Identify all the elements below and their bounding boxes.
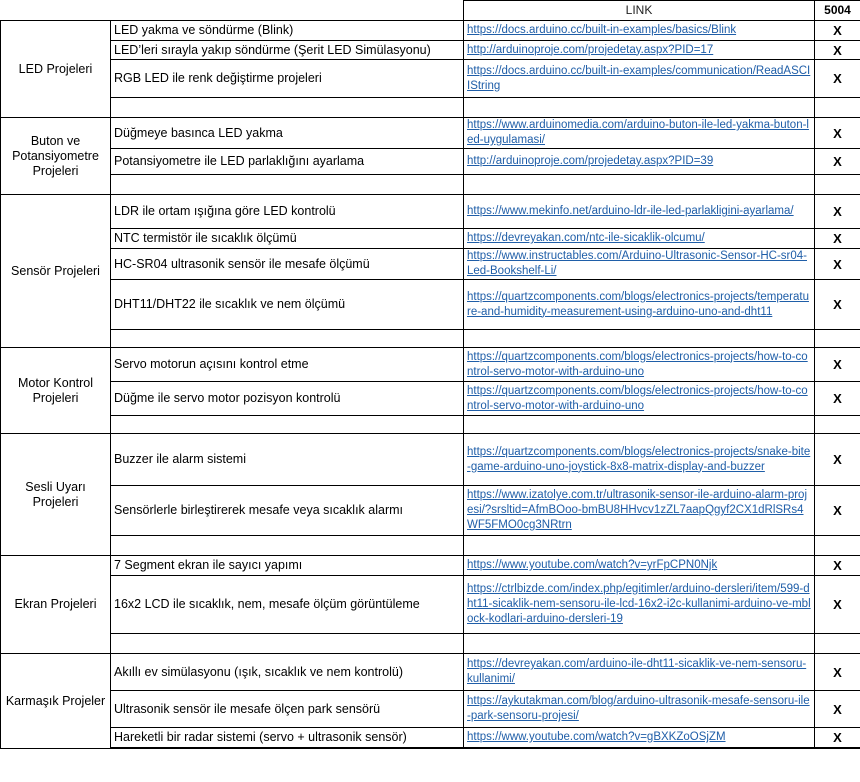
table-row <box>1 41 860 60</box>
project-link[interactable]: https://quartzcomponents.com/blogs/electronics-projects/how-to-control-servo-motor-with-arduino-uno <box>467 350 808 378</box>
project-title: RGB LED ile renk değiştirme projeleri <box>111 60 464 98</box>
link-cell <box>464 280 815 330</box>
blank-row <box>1 416 860 434</box>
table-row <box>1 654 860 691</box>
project-title: HC-SR04 ultrasonik sensör ile mesafe ölçümü <box>111 249 464 280</box>
blank-cell <box>464 175 815 195</box>
project-title: LDR ile ortam ışığına göre LED kontrolü <box>111 195 464 229</box>
blank-cell <box>464 634 815 654</box>
project-link[interactable]: https://www.izatolye.com.tr/ultrasonik-sensor-ile-arduino-alarm-projesi/?srsltid=AfmBOoo-bmBU8HHvcv1zZL7aapQgyf2CX1dRlSRs4WF5FMO0cg3NRtrn <box>467 489 808 531</box>
table-row <box>1 348 860 382</box>
check-mark: X <box>815 556 860 576</box>
project-title: Ultrasonik sensör ile mesafe ölçen park sensörü <box>111 691 464 728</box>
project-title: Buzzer ile alarm sistemi <box>111 434 464 486</box>
check-mark: X <box>815 654 860 691</box>
link-cell <box>464 576 815 634</box>
blank-cell <box>815 98 860 118</box>
project-title: Düğmeye basınca LED yakma <box>111 118 464 149</box>
link-cell <box>464 654 815 691</box>
link-cell <box>464 21 815 41</box>
link-cell <box>464 149 815 175</box>
project-link[interactable]: https://www.arduinomedia.com/arduino-buton-ile-led-yakma-buton-led-uygulamasi/ <box>467 119 809 146</box>
link-cell <box>464 118 815 149</box>
table-row <box>1 434 860 486</box>
table-row <box>1 21 860 41</box>
blank-cell <box>464 330 815 348</box>
table-row <box>1 195 860 229</box>
blank-row <box>1 634 860 654</box>
project-title: 16x2 LCD ile sıcaklık, nem, mesafe ölçüm görüntüleme <box>111 576 464 634</box>
project-link[interactable]: https://www.mekinfo.net/arduino-ldr-ile-led-parlakligini-ayarlama/ <box>467 205 794 217</box>
check-mark: X <box>815 21 860 41</box>
blank-cell <box>111 330 464 348</box>
check-mark: X <box>815 249 860 280</box>
check-mark: X <box>815 434 860 486</box>
header-empty-2 <box>111 1 464 21</box>
project-link[interactable]: https://devreyakan.com/ntc-ile-sicaklik-olcumu/ <box>467 232 705 244</box>
project-title: Hareketli bir radar sistemi (servo + ultrasonik sensör) <box>111 728 464 748</box>
project-title: 7 Segment ekran ile sayıcı yapımı <box>111 556 464 576</box>
blank-cell <box>464 748 815 749</box>
link-cell <box>464 41 815 60</box>
project-title: Düğme ile servo motor pozisyon kontrolü <box>111 382 464 416</box>
table-row <box>1 149 860 175</box>
check-mark: X <box>815 691 860 728</box>
table-row <box>1 280 860 330</box>
project-title: Akıllı ev simülasyonu (ışık, sıcaklık ve nem kontrolü) <box>111 654 464 691</box>
blank-row <box>1 748 860 749</box>
category-cell: Buton ve Potansiyometre Projeleri <box>1 118 111 195</box>
link-column-header: LINK <box>464 1 815 21</box>
blank-cell <box>815 416 860 434</box>
project-title: LED yakma ve söndürme (Blink) <box>111 21 464 41</box>
check-mark: X <box>815 149 860 175</box>
table-row <box>1 691 860 728</box>
project-link[interactable]: https://www.instructables.com/Arduino-Ultrasonic-Sensor-HC-sr04-Led-Bookshelf-Li/ <box>467 250 807 277</box>
blank-cell <box>111 416 464 434</box>
blank-cell <box>111 98 464 118</box>
project-title: Servo motorun açısını kontrol etme <box>111 348 464 382</box>
project-link[interactable]: https://ctrlbizde.com/index.php/egitimler/arduino-dersleri/item/599-dht11-sicaklik-nem-sensoru-ile-lcd-16x2-i2c-kullanimi-arduino-ve-mblock-kodlari-arduino-dersleri-19 <box>467 583 811 625</box>
check-mark: X <box>815 280 860 330</box>
table-row <box>1 382 860 416</box>
project-link[interactable]: http://arduinoproje.com/projedetay.aspx?PID=39 <box>467 155 714 167</box>
table-row <box>1 229 860 249</box>
blank-row <box>1 330 860 348</box>
link-cell <box>464 229 815 249</box>
blank-cell <box>815 748 860 749</box>
blank-row <box>1 536 860 556</box>
table-row <box>1 576 860 634</box>
project-title: Potansiyometre ile LED parlaklığını ayarlama <box>111 149 464 175</box>
table-row <box>1 118 860 149</box>
category-cell: LED Projeleri <box>1 21 111 118</box>
blank-cell <box>111 175 464 195</box>
link-cell <box>464 249 815 280</box>
project-link[interactable]: https://www.youtube.com/watch?v=yrFpCPN0Njk <box>467 559 718 571</box>
blank-cell <box>815 536 860 556</box>
link-cell <box>464 691 815 728</box>
blank-cell <box>464 98 815 118</box>
project-title: NTC termistör ile sıcaklık ölçümü <box>111 229 464 249</box>
link-cell <box>464 382 815 416</box>
project-title: DHT11/DHT22 ile sıcaklık ve nem ölçümü <box>111 280 464 330</box>
blank-cell <box>464 536 815 556</box>
link-cell <box>464 728 815 748</box>
category-cell: Sensör Projeleri <box>1 195 111 348</box>
table-row <box>1 249 860 280</box>
check-mark: X <box>815 576 860 634</box>
project-link[interactable]: https://docs.arduino.cc/built-in-examples/communication/ReadASCIIString <box>467 64 811 92</box>
check-mark: X <box>815 348 860 382</box>
blank-row <box>1 175 860 195</box>
link-cell <box>464 60 815 98</box>
check-mark: X <box>815 118 860 149</box>
table-row <box>1 556 860 576</box>
check-mark: X <box>815 486 860 536</box>
table-row <box>1 486 860 536</box>
category-cell: Sesli Uyarı Projeleri <box>1 434 111 556</box>
category-cell: Motor Kontrol Projeleri <box>1 348 111 434</box>
blank-row <box>1 98 860 118</box>
header-row <box>1 1 860 21</box>
project-title: LED’leri sırayla yakıp söndürme (Şerit LED Simülasyonu) <box>111 41 464 60</box>
project-link[interactable]: https://quartzcomponents.com/blogs/electronics-projects/snake-bite-game-arduino-uno-joystick-8x8-matrix-display-and-buzzer <box>467 445 811 473</box>
blank-cell <box>815 330 860 348</box>
blank-cell <box>815 634 860 654</box>
blank-cell <box>111 536 464 556</box>
blank-cell <box>111 748 464 749</box>
check-mark: X <box>815 229 860 249</box>
blank-cell <box>111 634 464 654</box>
project-link[interactable]: http://arduinoproje.com/projedetay.aspx?PID=17 <box>467 43 714 56</box>
blank-cell <box>815 175 860 195</box>
link-cell <box>464 434 815 486</box>
blank-cell <box>464 416 815 434</box>
check-mark: X <box>815 195 860 229</box>
category-cell: Karmaşık Projeler <box>1 654 111 749</box>
link-cell <box>464 195 815 229</box>
check-mark: X <box>815 728 860 748</box>
link-cell <box>464 348 815 382</box>
project-link[interactable]: https://docs.arduino.cc/built-in-examples/basics/Blink <box>467 24 737 36</box>
check-mark: X <box>815 60 860 98</box>
check-mark: X <box>815 382 860 416</box>
project-link[interactable]: https://quartzcomponents.com/blogs/electronics-projects/temperature-and-humidity-measurement-using-arduino-uno-and-dht11 <box>467 290 809 318</box>
link-cell <box>464 486 815 536</box>
project-title: Sensörlerle birleştirerek mesafe veya sıcaklık alarmı <box>111 486 464 536</box>
table-row <box>1 60 860 98</box>
table-row <box>1 728 860 748</box>
check-mark: X <box>815 41 860 60</box>
project-link[interactable]: https://www.youtube.com/watch?v=gBXKZoOSjZM <box>467 731 726 743</box>
link-cell <box>464 556 815 576</box>
project-link[interactable]: https://devreyakan.com/arduino-ile-dht11-sicaklik-ve-nem-sensoru-kullanimi/ <box>467 658 807 685</box>
category-cell: Ekran Projeleri <box>1 556 111 654</box>
code-column-header: 5004 <box>815 1 860 21</box>
project-link[interactable]: https://quartzcomponents.com/blogs/electronics-projects/how-to-control-servo-motor-with-arduino-uno <box>467 384 808 412</box>
header-empty-1 <box>1 1 111 21</box>
project-link[interactable]: https://aykutakman.com/blog/arduino-ultrasonik-mesafe-sensoru-ile-park-sensoru-projesi/ <box>467 695 810 722</box>
